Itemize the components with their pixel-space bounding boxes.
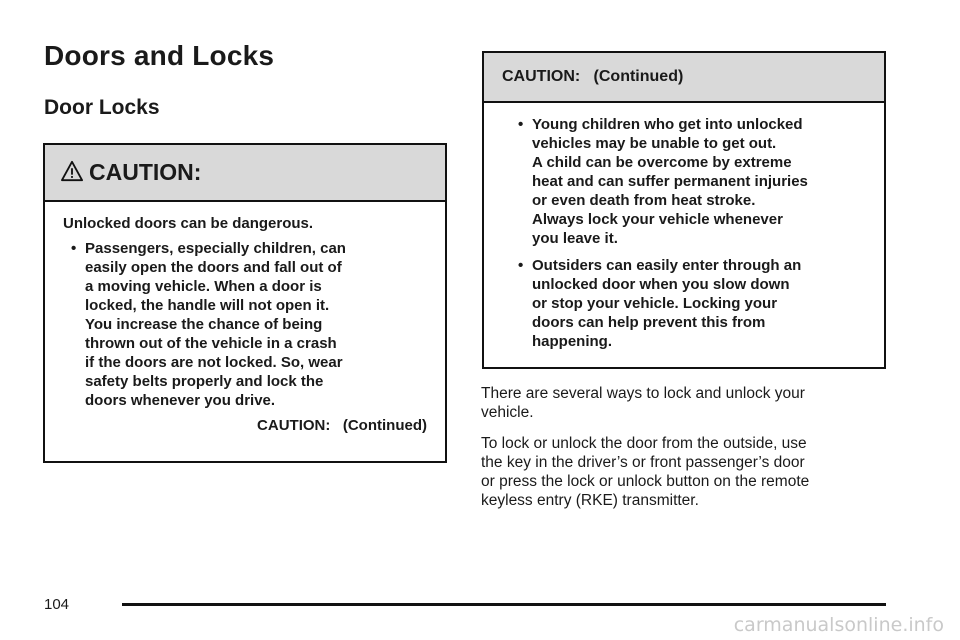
bullet-line: or stop your vehicle. Locking your (532, 295, 778, 312)
caution-intro: Unlocked doors can be dangerous. (63, 215, 314, 232)
caution-header: CAUTION: (Continued) (484, 53, 884, 103)
bullet-line: unlocked door when you slow down (532, 276, 790, 293)
bullet-text (532, 115, 866, 248)
paragraph-line: the key in the driver’s or front passenger’s door (481, 454, 805, 471)
bullet-line: if the doors are not locked. So, wear (85, 354, 343, 371)
caution-bullet (502, 256, 866, 351)
caution-box-continued (482, 51, 886, 369)
bullet-line: or even death from heat stroke. (532, 192, 756, 209)
paragraph-line: keyless entry (RKE) transmitter. (481, 492, 699, 509)
bullet-marker: • (518, 116, 524, 133)
subsection-title: Door Locks (44, 96, 160, 119)
footer-rule (122, 603, 886, 606)
paragraph-line: To lock or unlock the door from the outside, use (481, 435, 807, 452)
paragraph-line: vehicle. (481, 404, 534, 421)
bullet-line: you leave it. (532, 230, 618, 247)
bullet-line: safety belts properly and lock the (85, 373, 324, 390)
caution-body (484, 103, 884, 351)
bullet-line: You increase the chance of being (85, 316, 323, 333)
paragraph-line: or press the lock or unlock button on the remote (481, 473, 810, 490)
body-paragraph (481, 434, 891, 510)
bullet-line: Outsiders can easily enter through an (532, 257, 802, 274)
bullet-line: heat and can suffer permanent injuries (532, 173, 808, 190)
caution-heading: CAUTION: (89, 159, 202, 185)
caution-box (43, 143, 447, 463)
caution-continued-label: CAUTION: (Continued) (257, 417, 427, 434)
caution-header (45, 145, 445, 202)
bullet-line: happening. (532, 333, 612, 350)
bullet-text (532, 256, 866, 351)
bullet-line: doors can help prevent this from (532, 314, 766, 331)
bullet-line: thrown out of the vehicle in a crash (85, 335, 337, 352)
bullet-line: A child can be overcome by extreme (532, 154, 792, 171)
caution-bullet (502, 115, 866, 248)
caution-body (45, 202, 445, 435)
bullet-line: locked, the handle will not open it. (85, 297, 330, 314)
bullet-text (85, 239, 427, 410)
bullet-marker: • (71, 240, 77, 257)
bullet-line: easily open the doors and fall out of (85, 259, 342, 276)
bullet-line: doors whenever you drive. (85, 392, 276, 409)
bullet-line: vehicles may be unable to get out. (532, 135, 777, 152)
caution-bullet (63, 239, 427, 410)
warning-triangle-icon (61, 160, 83, 182)
bullet-line: Always lock your vehicle whenever (532, 211, 783, 228)
bullet-line: Young children who get into unlocked (532, 116, 803, 133)
body-paragraph (481, 384, 891, 422)
watermark: carmanualsonline.info (733, 614, 944, 636)
bullet-line: Passengers, especially children, can (85, 240, 346, 257)
bullet-marker: • (518, 257, 524, 274)
bullet-line: a moving vehicle. When a door is (85, 278, 322, 295)
section-title: Doors and Locks (44, 40, 275, 71)
page-number: 104 (44, 596, 70, 613)
paragraph-line: There are several ways to lock and unlock your (481, 385, 805, 402)
